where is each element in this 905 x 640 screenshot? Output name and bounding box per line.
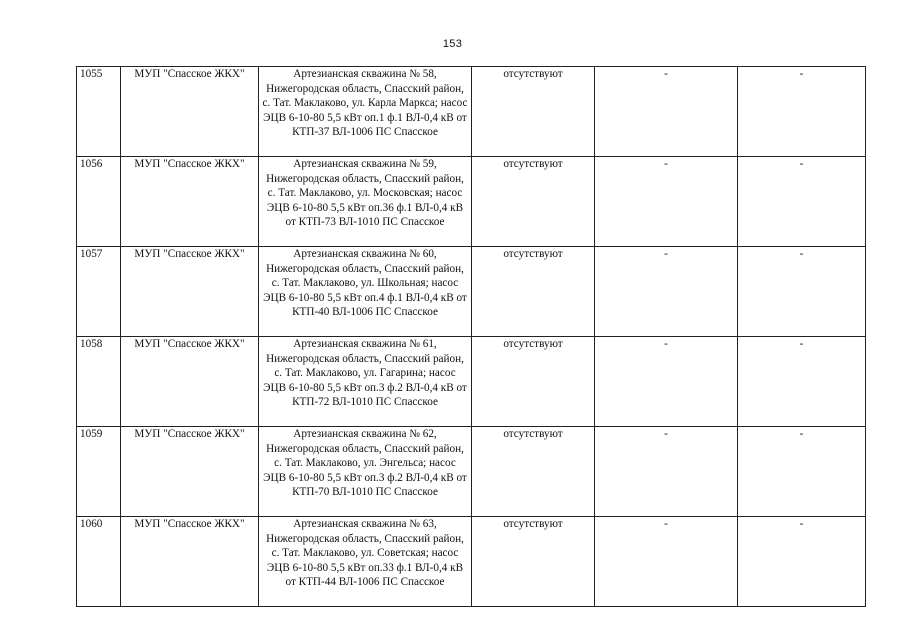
consumers-cell: отсутствуют	[472, 247, 595, 337]
objects-table	[76, 66, 866, 607]
object-description-cell: Артезианская скважина № 58, Нижегородская область, Спасский район, с. Тат. Маклаково, ул. Карла Маркса; насос ЭЦВ 6-10-80 5,5 кВт оп.1 ф.1 ВЛ-0,4 кВ от КТП-37 ВЛ-1006 ПС Спасское	[259, 67, 472, 157]
object-description-cell: Артезианская скважина № 63, Нижегородская область, Спасский район, с. Тат. Маклаково, ул. Советская; насос ЭЦВ 6-10-80 5,5 кВт оп.33 ф.1 ВЛ-0,4 кВ от КТП-44 ВЛ-1006 ПС Спасское	[259, 517, 472, 607]
row-number: 1060	[77, 517, 121, 607]
table-row	[77, 247, 866, 337]
consumers-cell: отсутствуют	[472, 337, 595, 427]
organization-cell: МУП "Спасское ЖКХ"	[121, 427, 259, 517]
dash-cell-2: -	[738, 247, 866, 337]
consumers-cell: отсутствуют	[472, 157, 595, 247]
table-row	[77, 427, 866, 517]
organization-cell: МУП "Спасское ЖКХ"	[121, 517, 259, 607]
page-number: 153	[442, 38, 463, 50]
dash-cell-1: -	[595, 247, 738, 337]
dash-cell-1: -	[595, 517, 738, 607]
table-row	[77, 157, 866, 247]
dash-cell-2: -	[738, 337, 866, 427]
dash-cell-1: -	[595, 67, 738, 157]
organization-cell: МУП "Спасское ЖКХ"	[121, 157, 259, 247]
row-number: 1057	[77, 247, 121, 337]
row-number: 1058	[77, 337, 121, 427]
dash-cell-2: -	[738, 427, 866, 517]
table-row	[77, 517, 866, 607]
object-description-cell: Артезианская скважина № 59, Нижегородская область, Спасский район, с. Тат. Маклаково, ул. Московская; насос ЭЦВ 6-10-80 5,5 кВт оп.36 ф.1 ВЛ-0,4 кВ от КТП-73 ВЛ-1010 ПС Спасское	[259, 157, 472, 247]
table-row	[77, 67, 866, 157]
organization-cell: МУП "Спасское ЖКХ"	[121, 67, 259, 157]
organization-cell: МУП "Спасское ЖКХ"	[121, 247, 259, 337]
row-number: 1055	[77, 67, 121, 157]
table-row	[77, 337, 866, 427]
dash-cell-1: -	[595, 157, 738, 247]
dash-cell-1: -	[595, 427, 738, 517]
dash-cell-2: -	[738, 67, 866, 157]
consumers-cell: отсутствуют	[472, 427, 595, 517]
object-description-cell: Артезианская скважина № 62, Нижегородская область, Спасский район, с. Тат. Маклаково, ул. Энгельса; насос ЭЦВ 6-10-80 5,5 кВт оп.3 ф.2 ВЛ-0,4 кВ от КТП-70 ВЛ-1010 ПС Спасское	[259, 427, 472, 517]
object-description-cell: Артезианская скважина № 60, Нижегородская область, Спасский район, с. Тат. Маклаково, ул. Школьная; насос ЭЦВ 6-10-80 5,5 кВт оп.4 ф.1 ВЛ-0,4 кВ от КТП-40 ВЛ-1006 ПС Спасское	[259, 247, 472, 337]
consumers-cell: отсутствуют	[472, 517, 595, 607]
row-number: 1059	[77, 427, 121, 517]
dash-cell-1: -	[595, 337, 738, 427]
dash-cell-2: -	[738, 157, 866, 247]
consumers-cell: отсутствуют	[472, 67, 595, 157]
row-number: 1056	[77, 157, 121, 247]
object-description-cell: Артезианская скважина № 61, Нижегородская область, Спасский район, с. Тат. Маклаково, ул. Гагарина; насос ЭЦВ 6-10-80 5,5 кВт оп.3 ф.2 ВЛ-0,4 кВ от КТП-72 ВЛ-1010 ПС Спасское	[259, 337, 472, 427]
dash-cell-2: -	[738, 517, 866, 607]
organization-cell: МУП "Спасское ЖКХ"	[121, 337, 259, 427]
